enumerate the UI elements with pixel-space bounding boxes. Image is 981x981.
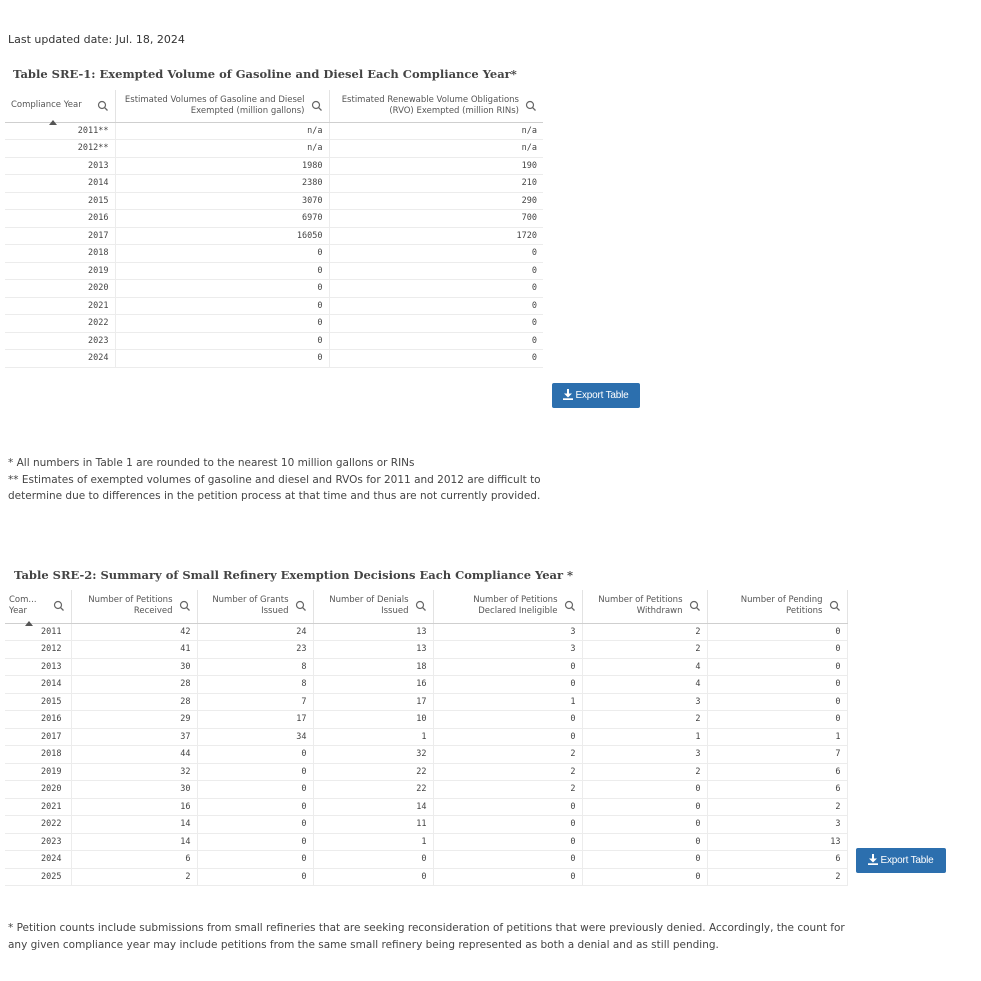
table-cell: 0	[329, 315, 543, 333]
table-cell: 0	[329, 280, 543, 298]
table-cell-year: 2011**	[5, 122, 115, 140]
table-cell: 1	[313, 728, 433, 746]
table-row	[5, 816, 847, 834]
table-cell: 6	[707, 781, 847, 799]
table-cell: 17	[197, 711, 313, 729]
table-cell-year: 2016	[5, 711, 71, 729]
search-icon[interactable]	[564, 600, 576, 612]
table-row	[5, 297, 543, 315]
search-icon[interactable]	[525, 100, 537, 112]
table-cell: 2	[433, 781, 582, 799]
table-row	[5, 175, 543, 193]
search-icon[interactable]	[53, 600, 65, 612]
table-cell: 6	[707, 851, 847, 869]
search-icon[interactable]	[689, 600, 701, 612]
table-cell: 2	[707, 798, 847, 816]
table1-header-rvo[interactable]: Estimated Renewable Volume Obligations (RVO) Exempted (million RINs)	[329, 90, 543, 122]
table-cell: 2	[433, 763, 582, 781]
table-cell: 24	[197, 623, 313, 641]
last-updated-date: Last updated date: Jul. 18, 2024	[8, 33, 185, 46]
table1-note-2: ** Estimates of exempted volumes of gasoline and diesel and RVOs for 2011 and 2012 are difficult to determine due to differences in the petition process at that time and thus are not currently provided.	[8, 473, 541, 502]
table-cell-year: 2022	[5, 315, 115, 333]
table-cell-year: 2024	[5, 851, 71, 869]
table-cell-year: 2023	[5, 332, 115, 350]
table-cell-year: 2018	[5, 245, 115, 263]
table-cell: 4	[582, 676, 707, 694]
table-cell-year: 2019	[5, 262, 115, 280]
table-row	[5, 676, 847, 694]
table-cell-year: 2012**	[5, 140, 115, 158]
table-cell: 32	[313, 746, 433, 764]
table-row	[5, 623, 847, 641]
table-cell: n/a	[115, 122, 329, 140]
table-row	[5, 280, 543, 298]
table2-body	[5, 623, 847, 886]
table-cell: 0	[582, 868, 707, 886]
search-icon[interactable]	[179, 600, 191, 612]
table2-header-grants-issued[interactable]: Number of Grants Issued	[197, 590, 313, 623]
table-row	[5, 210, 543, 228]
table2-export-label: Export Table	[880, 855, 934, 866]
sort-ascending-icon[interactable]	[25, 621, 33, 626]
table-cell: 1	[707, 728, 847, 746]
table2-export-button[interactable]	[856, 848, 946, 873]
search-icon[interactable]	[829, 600, 841, 612]
table-cell: 0	[707, 676, 847, 694]
table-row	[5, 833, 847, 851]
table-cell: 0	[197, 868, 313, 886]
table-cell: 0	[433, 676, 582, 694]
table-cell: 0	[313, 868, 433, 886]
table-row	[5, 711, 847, 729]
table-cell: 1720	[329, 227, 543, 245]
table-row	[5, 332, 543, 350]
table-cell: 6970	[115, 210, 329, 228]
table-cell: 0	[115, 332, 329, 350]
table-cell-year: 2024	[5, 350, 115, 368]
table-cell: 2380	[115, 175, 329, 193]
search-icon[interactable]	[97, 100, 109, 112]
table2-note: * Petition counts include submissions from small refineries that are seeking reconsideration of petitions that were previously denied. Accordingly, the count for any given compliance year may include petitions from the same small refinery being represented as both a denial and as still pending.	[8, 922, 845, 951]
table-cell: 42	[71, 623, 197, 641]
table-cell: 37	[71, 728, 197, 746]
search-icon[interactable]	[415, 600, 427, 612]
table-cell: 0	[329, 262, 543, 280]
table2	[5, 590, 848, 886]
table-cell: 2	[582, 641, 707, 659]
table-cell: 44	[71, 746, 197, 764]
table1-title: Table SRE-1: Exempted Volume of Gasoline and Diesel Each Compliance Year*	[13, 67, 517, 81]
table-cell-year: 2021	[5, 297, 115, 315]
table-cell: 7	[707, 746, 847, 764]
table-row	[5, 658, 847, 676]
table-cell: 16	[71, 798, 197, 816]
table-cell: 0	[329, 297, 543, 315]
table-row	[5, 350, 543, 368]
table-cell-year: 2013	[5, 658, 71, 676]
table-cell: 0	[707, 623, 847, 641]
table2-header-petitions-received[interactable]: Number of Petitions Received	[71, 590, 197, 623]
table-row	[5, 868, 847, 886]
table-cell-year: 2019	[5, 763, 71, 781]
table-cell-year: 2018	[5, 746, 71, 764]
table-cell: 11	[313, 816, 433, 834]
search-icon[interactable]	[311, 100, 323, 112]
table1-header-compliance-year[interactable]: Compliance Year	[5, 90, 115, 122]
table-cell-year: 2012	[5, 641, 71, 659]
table-cell: 0	[433, 798, 582, 816]
table-cell: 0	[582, 798, 707, 816]
table-cell-year: 2014	[5, 676, 71, 694]
table-cell: 190	[329, 157, 543, 175]
table-cell-year: 2020	[5, 781, 71, 799]
table-cell: 23	[197, 641, 313, 659]
table-cell: 16	[313, 676, 433, 694]
table-cell: n/a	[329, 122, 543, 140]
table-cell: 3	[582, 693, 707, 711]
table-cell-year: 2014	[5, 175, 115, 193]
table-cell: 290	[329, 192, 543, 210]
table-cell: 22	[313, 763, 433, 781]
table-cell: 10	[313, 711, 433, 729]
table-cell: 0	[433, 728, 582, 746]
table-row	[5, 851, 847, 869]
table-cell: 1	[582, 728, 707, 746]
table-row	[5, 192, 543, 210]
table-cell: 1	[433, 693, 582, 711]
table-cell: 3	[582, 746, 707, 764]
table-cell: 6	[71, 851, 197, 869]
table1-notes	[8, 455, 548, 505]
table-cell: 0	[433, 833, 582, 851]
table-cell: 29	[71, 711, 197, 729]
table-cell: 0	[197, 833, 313, 851]
table-cell-year: 2015	[5, 192, 115, 210]
table2-header-pending[interactable]: Number of Pending Petitions	[707, 590, 847, 623]
table-cell: 0	[433, 711, 582, 729]
table-cell: 8	[197, 658, 313, 676]
table-cell: 2	[582, 623, 707, 641]
table-row	[5, 798, 847, 816]
table-cell: 30	[71, 658, 197, 676]
table-cell: 0	[197, 763, 313, 781]
table-cell: n/a	[329, 140, 543, 158]
table-cell: 32	[71, 763, 197, 781]
table-cell: 22	[313, 781, 433, 799]
table-cell: 3	[707, 816, 847, 834]
table1-export-button[interactable]	[552, 383, 640, 408]
table-cell-year: 2016	[5, 210, 115, 228]
table1	[5, 90, 543, 368]
table2-header-withdrawn[interactable]: Number of Petitions Withdrawn	[582, 590, 707, 623]
table-cell-year: 2017	[5, 227, 115, 245]
table-cell: 2	[71, 868, 197, 886]
table-cell: 0	[433, 816, 582, 834]
table-cell: 0	[115, 297, 329, 315]
table-cell-year: 2017	[5, 728, 71, 746]
table-row	[5, 245, 543, 263]
table-cell: 0	[329, 245, 543, 263]
table-cell: 0	[582, 851, 707, 869]
download-icon	[868, 854, 878, 865]
table-cell: 210	[329, 175, 543, 193]
table-cell: 0	[197, 851, 313, 869]
table-cell: n/a	[115, 140, 329, 158]
table-cell: 0	[707, 641, 847, 659]
table-cell: 700	[329, 210, 543, 228]
table-cell: 0	[582, 816, 707, 834]
table-cell: 6	[707, 763, 847, 781]
table-cell: 8	[197, 676, 313, 694]
table-cell-year: 2021	[5, 798, 71, 816]
table-cell: 0	[115, 262, 329, 280]
table-cell: 0	[197, 798, 313, 816]
table-row	[5, 262, 543, 280]
table-row	[5, 227, 543, 245]
table-cell: 13	[707, 833, 847, 851]
table-cell: 0	[115, 245, 329, 263]
table-cell: 16050	[115, 227, 329, 245]
table-cell: 34	[197, 728, 313, 746]
table-cell: 41	[71, 641, 197, 659]
table-cell-year: 2015	[5, 693, 71, 711]
table-cell: 0	[197, 781, 313, 799]
table2-header-denials-issued[interactable]: Number of Denials Issued	[313, 590, 433, 623]
table-cell: 0	[197, 746, 313, 764]
table-cell: 17	[313, 693, 433, 711]
table-cell: 0	[707, 658, 847, 676]
table-cell: 30	[71, 781, 197, 799]
table-cell: 28	[71, 676, 197, 694]
table-cell-year: 2020	[5, 280, 115, 298]
table2-title: Table SRE-2: Summary of Small Refinery Exemption Decisions Each Compliance Year *	[14, 568, 574, 582]
table-row	[5, 763, 847, 781]
table-cell-year: 2011	[5, 623, 71, 641]
table-cell-year: 2025	[5, 868, 71, 886]
table-cell: 1980	[115, 157, 329, 175]
table-cell: 4	[582, 658, 707, 676]
table-cell: 0	[433, 868, 582, 886]
table1-header-volumes[interactable]: Estimated Volumes of Gasoline and Diesel Exempted (million gallons)	[115, 90, 329, 122]
table2-header-compliance-year[interactable]: Com... Year	[5, 590, 71, 623]
table-cell: 1	[313, 833, 433, 851]
table-cell: 0	[115, 350, 329, 368]
table-cell: 18	[313, 658, 433, 676]
table1-body	[5, 122, 543, 367]
search-icon[interactable]	[295, 600, 307, 612]
table-row	[5, 157, 543, 175]
table-cell: 2	[433, 746, 582, 764]
table-cell: 0	[313, 851, 433, 869]
table-row	[5, 746, 847, 764]
table-row	[5, 140, 543, 158]
table-cell: 14	[71, 816, 197, 834]
table-cell-year: 2023	[5, 833, 71, 851]
table-cell: 0	[329, 332, 543, 350]
table-cell: 0	[433, 658, 582, 676]
table-row	[5, 315, 543, 333]
table-cell: 2	[707, 868, 847, 886]
table-cell: 0	[115, 315, 329, 333]
table-row	[5, 693, 847, 711]
table-cell: 0	[115, 280, 329, 298]
table-row	[5, 781, 847, 799]
table-cell: 3070	[115, 192, 329, 210]
table-cell: 0	[707, 693, 847, 711]
table-cell: 3	[433, 623, 582, 641]
table-row	[5, 641, 847, 659]
table-row	[5, 728, 847, 746]
table1-note-1: * All numbers in Table 1 are rounded to the nearest 10 million gallons or RINs	[8, 457, 415, 469]
table-cell: 0	[582, 833, 707, 851]
table-cell: 0	[707, 711, 847, 729]
table-cell: 14	[71, 833, 197, 851]
table-cell: 0	[433, 851, 582, 869]
table-row	[5, 122, 543, 140]
table-cell: 14	[313, 798, 433, 816]
download-icon	[563, 389, 573, 400]
sort-ascending-icon[interactable]	[49, 120, 57, 125]
table-cell: 28	[71, 693, 197, 711]
table-cell: 2	[582, 763, 707, 781]
table-cell: 2	[582, 711, 707, 729]
table1-export-label: Export Table	[575, 390, 629, 401]
table-cell: 0	[197, 816, 313, 834]
table-cell: 13	[313, 623, 433, 641]
table-cell-year: 2022	[5, 816, 71, 834]
table-cell: 7	[197, 693, 313, 711]
table-cell-year: 2013	[5, 157, 115, 175]
table-cell: 3	[433, 641, 582, 659]
table-cell: 13	[313, 641, 433, 659]
table-cell: 0	[329, 350, 543, 368]
table2-header-declared-ineligible[interactable]: Number of Petitions Declared Ineligible	[433, 590, 582, 623]
table-cell: 0	[582, 781, 707, 799]
